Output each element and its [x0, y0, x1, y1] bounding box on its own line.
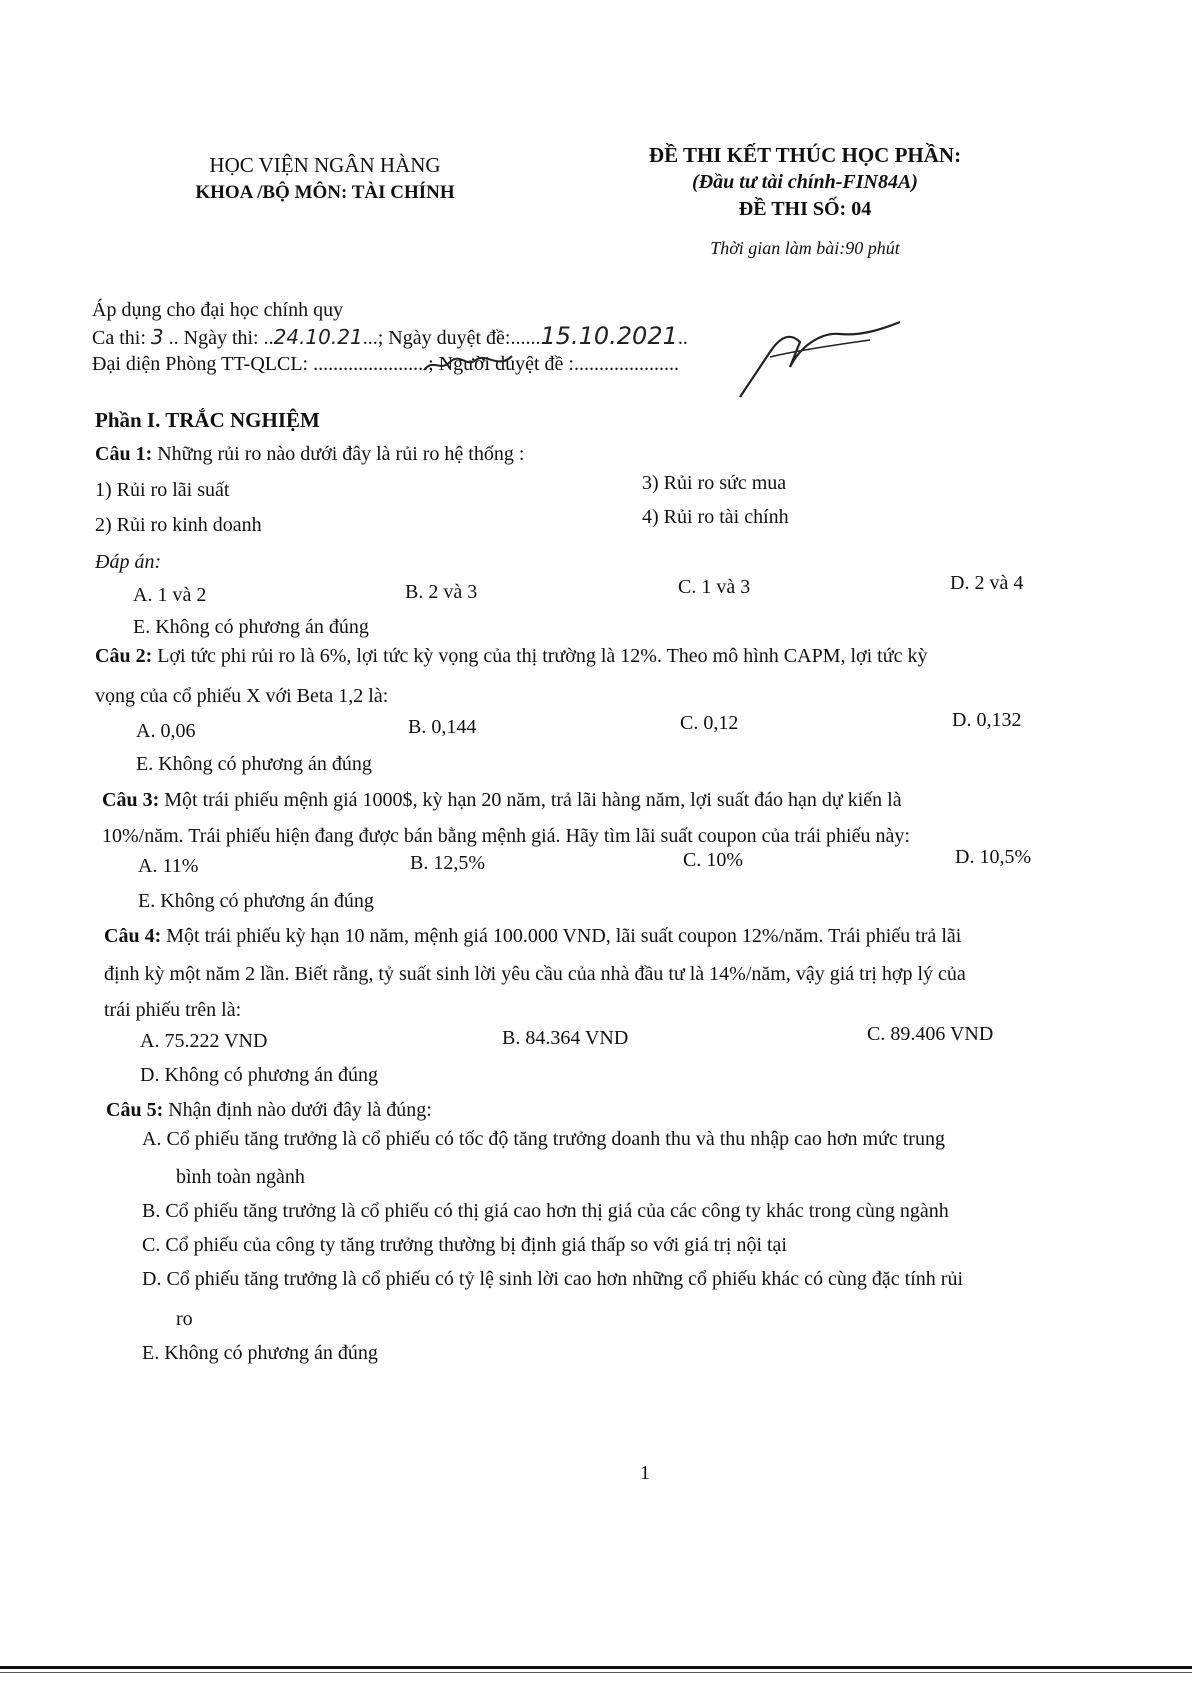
qa-rep-label: Đại diện Phòng TT-QLCL: [92, 353, 309, 375]
q1-item-4: 4) Rủi ro tài chính [642, 506, 789, 528]
q2-option-a: A. 0,06 [136, 720, 196, 742]
q3-option-b: B. 12,5% [410, 852, 485, 874]
q1-text: Những rủi ro nào dưới đây là rủi ro hệ thống : [157, 443, 525, 465]
q4-option-b: B. 84.364 VND [502, 1027, 629, 1049]
qa-rep-signature [420, 348, 540, 378]
exam-info-line: Ca thi: 3 .. Ngày thi: ..24.10.21...; Ngày duyệt đề:......15.10.2021.. [92, 322, 688, 350]
approver-signature [730, 312, 910, 402]
q2-line-2: vọng của cổ phiếu X với Beta 1,2 là: [95, 685, 389, 707]
question-1 [95, 440, 524, 468]
department-name: KHOA /BỘ MÔN: TÀI CHÍNH [195, 182, 455, 203]
q5-option-a-cont: bình toàn ngành [176, 1166, 305, 1188]
q1-item-2: 2) Rủi ro kinh doanh [95, 514, 262, 536]
approver-label: ; Người duyệt đề : [428, 353, 574, 375]
q4-option-a: A. 75.222 VND [140, 1030, 268, 1052]
q3-option-a: A. 11% [138, 855, 199, 877]
approve-date-label: ; Ngày duyệt đề: [377, 327, 511, 349]
q4-line-3: trái phiếu trên là: [104, 999, 242, 1021]
q3-option-e: E. Không có phương án đúng [138, 890, 374, 912]
q4-label: Câu 4: [104, 925, 162, 947]
exam-title: ĐỀ THI KẾT THÚC HỌC PHẦN: [648, 143, 962, 167]
exam-header [610, 142, 1000, 262]
q2-option-e: E. Không có phương án đúng [136, 753, 372, 775]
q4-line-2: định kỳ một năm 2 lần. Biết rằng, tỷ suất sinh lời yêu cầu của nhà đầu tư là 14%/năm, vậy giá trị hợp lý của [104, 963, 966, 985]
q3-line-2: 10%/năm. Trái phiếu hiện đang được bán bằng mệnh giá. Hãy tìm lãi suất coupon của trái phiếu này: [102, 825, 910, 847]
q4-option-d: D. Không có phương án đúng [140, 1064, 379, 1086]
exam-date-value: 24.10.21 [273, 325, 363, 349]
q3-option-c: C. 10% [683, 849, 743, 871]
shift-label: Ca thi: [92, 327, 146, 349]
q5-option-b: B. Cổ phiếu tăng trưởng là cổ phiếu có thị giá cao hơn thị giá của các công ty khác trong cùng ngành [142, 1200, 949, 1222]
q1-item-1: 1) Rủi ro lãi suất [95, 479, 230, 501]
question-4 [104, 922, 961, 950]
bottom-border [0, 1666, 1192, 1669]
q2-option-c: C. 0,12 [680, 712, 739, 734]
institution-header [150, 152, 500, 206]
q5-text: Nhận định nào dưới đây là đúng: [168, 1099, 432, 1121]
q2-option-d: D. 0,132 [952, 709, 1022, 731]
question-5 [106, 1096, 432, 1124]
q1-item-3: 3) Rủi ro sức mua [642, 472, 787, 494]
q1-option-a: A. 1 và 2 [133, 584, 207, 606]
section-title: Phần I. TRẮC NGHIỆM [95, 408, 320, 432]
q5-option-e: E. Không có phương án đúng [142, 1342, 378, 1364]
shift-value: 3 [150, 325, 164, 349]
applies-to: Áp dụng cho đại học chính quy [92, 299, 344, 321]
page-number: 1 [640, 1462, 650, 1484]
q3-option-d: D. 10,5% [955, 846, 1032, 868]
q1-option-d: D. 2 và 4 [950, 572, 1024, 594]
q1-option-b: B. 2 và 3 [405, 581, 478, 603]
question-3 [102, 786, 902, 814]
q2-line-1: Lợi tức phi rủi ro là 6%, lợi tức kỳ vọng của thị trường là 12%. Theo mô hình CAPM, lợi tức kỳ [157, 645, 928, 667]
q1-option-c: C. 1 và 3 [678, 576, 751, 598]
q3-label: Câu 3: [102, 789, 160, 811]
q2-label: Câu 2: [95, 645, 153, 667]
question-2 [95, 642, 927, 670]
course-name: (Đầu tư tài chính-FIN84A) [692, 171, 918, 193]
q5-option-d: D. Cổ phiếu tăng trưởng là cổ phiếu có tỷ lệ sinh lời cao hơn những cổ phiếu khác có cùng đặc tính rủi [142, 1268, 963, 1290]
q1-label: Câu 1: [95, 443, 153, 465]
q4-line-1: Một trái phiếu kỳ hạn 10 năm, mệnh giá 100.000 VND, lãi suất coupon 12%/năm. Trái phiếu trả lãi [166, 925, 962, 947]
q3-line-1: Một trái phiếu mệnh giá 1000$, kỳ hạn 20 năm, trả lãi hàng năm, lợi suất đáo hạn dự kiến là [164, 789, 902, 811]
q5-option-c: C. Cổ phiếu của công ty tăng trưởng thường bị định giá thấp so với giá trị nội tại [142, 1234, 787, 1256]
q4-option-c: C. 89.406 VND [867, 1023, 994, 1045]
q1-option-e: E. Không có phương án đúng [133, 616, 369, 638]
approval-line: Đại diện Phòng TT-QLCL: .......................; Người duyệt đề :..................... [92, 353, 679, 375]
q1-answer-label: Đáp án: [95, 551, 162, 573]
q5-label: Câu 5: [106, 1099, 164, 1121]
exam-date-label: Ngày thi: [183, 327, 259, 349]
q5-option-d-cont: ro [176, 1308, 193, 1330]
exam-number: ĐỀ THI SỐ: 04 [738, 198, 872, 220]
q2-option-b: B. 0,144 [408, 716, 477, 738]
institution-name: HỌC VIỆN NGÂN HÀNG [209, 153, 441, 177]
q5-option-a: A. Cổ phiếu tăng trưởng là cổ phiếu có tốc độ tăng trưởng doanh thu và thu nhập cao hơn mức trung [142, 1128, 945, 1150]
bottom-border-thin [0, 1672, 1192, 1673]
approve-date-value: 15.10.2021 [540, 322, 678, 350]
exam-duration: Thời gian làm bài:90 phút [710, 238, 900, 258]
